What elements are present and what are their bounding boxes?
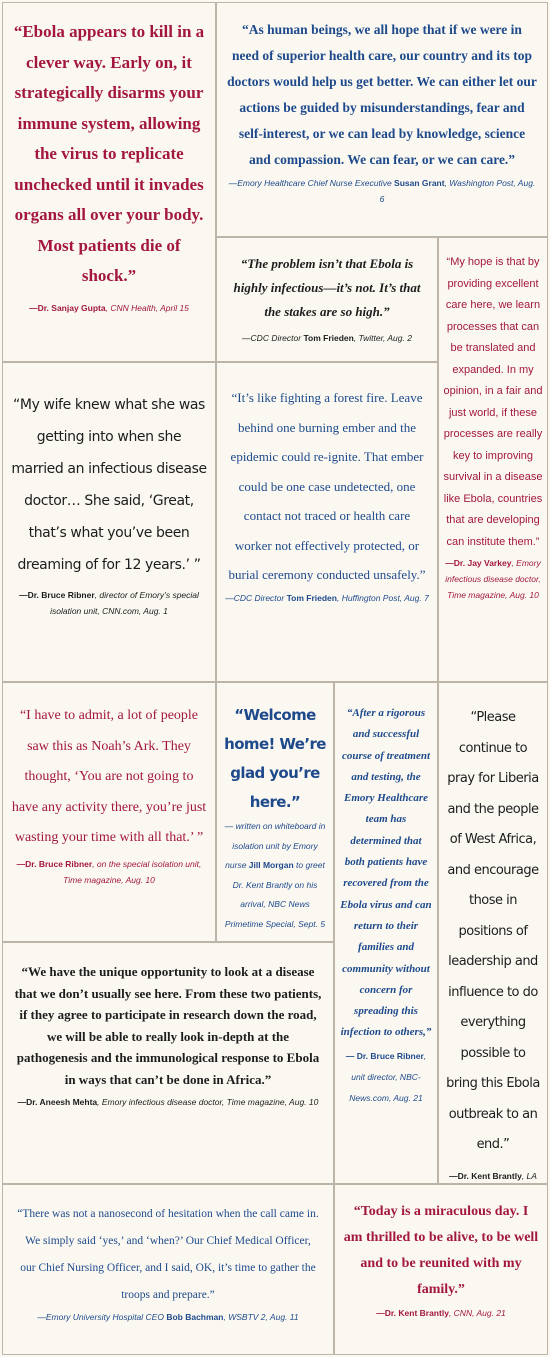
- quote-attribution: [343, 1305, 539, 1321]
- quote-attribution: [13, 300, 205, 316]
- attribution-source: , Washington Post, Aug. 6: [379, 178, 536, 204]
- attribution-source: , Emory infectious disease doctor, Time magazine, Aug. 10: [97, 1097, 319, 1107]
- quote-cell-varkey: [438, 237, 548, 682]
- speaker-name: Jill Morgan: [248, 860, 294, 870]
- quote-text: “I have to admit, a lot of people saw this as Noah’s Ark. They thought, ‘You are not going to have any activity there, you’re just wasting your time with all that.’ ”: [11, 708, 207, 845]
- attribution-source: , Huffington Post, Aug. 7: [336, 592, 429, 603]
- speaker-name: Susan Grant: [394, 178, 445, 188]
- quote-attribution: [13, 1094, 323, 1110]
- quote-cell-gupta: [2, 2, 216, 362]
- quote-text: “Please continue to pray for Liberia and the people of West Africa, and encourage those in positions of leadership and influence to do everything possible to bring this Ebola outbreak to an end.”: [446, 710, 540, 1152]
- attribution-source: , on the special isolation unit, Time magazine, Aug. 10: [63, 858, 202, 885]
- speaker-name: —Dr. Kent Brantly: [449, 1170, 522, 1181]
- quote-text: “It’s like fighting a forest fire. Leave behind one burning ember and the epidemic could re-ignite. That ember could be one case undetected, one contact not traced or health care worker not effectively protected, or burial ceremony conducted unsafely.”: [228, 390, 426, 582]
- attribution-prefix: —Emory University Hospital CEO: [37, 1312, 167, 1322]
- quote-cell-ribner-noahs-ark: [2, 682, 216, 942]
- quote-attribution: [225, 590, 429, 606]
- attribution-source: , unit director, NBC-News.com, Aug. 21: [349, 1050, 427, 1103]
- speaker-name: —Dr. Jay Varkey: [445, 558, 512, 568]
- quote-text: “The problem isn’t that Ebola is highly infectious—it’s not. It’s that the stakes are so high.”: [233, 256, 421, 319]
- quote-text: “Ebola appears to kill in a clever way. Early on, it strategically disarms your immune system, allowing the virus to replicate unchecked until it invades organs all over your body. Most patients die of shock.”: [13, 22, 205, 285]
- quote-text: “After a rigorous and successful course of treatment and testing, the Emory Healthcare team has determined that both patients have recovered from the Ebola virus and can return to their families and community without concern for spreading this infection to others,”: [340, 707, 432, 1039]
- quote-text: “Today is a miraculous day. I am thrilled to be alive, to be well and to be reunited with my family.”: [343, 1204, 539, 1297]
- attribution-prefix: —CDC Director: [225, 592, 287, 603]
- attribution-source: , CNN Health, April 15: [105, 302, 189, 313]
- quote-text: “My hope is that by providing excellent care here, we learn processes that can be translated and expanded. In my opinion, in a fair and just world, if these processes are really key to improving survival in a disease like Ebola, countries that are developing can institute them.”: [443, 256, 543, 548]
- speaker-name: Tom Frieden: [286, 592, 337, 603]
- quote-attribution: [11, 856, 207, 888]
- speaker-name: Bob Bachman: [166, 1312, 224, 1322]
- quote-cell-ribner-treatment: [334, 682, 438, 1184]
- quote-cell-frieden-forest-fire: [216, 362, 438, 682]
- quote-cell-mehta: [2, 942, 334, 1184]
- quote-cell-brantly-la-times: [438, 682, 548, 1184]
- quote-cell-welcome-home: [216, 682, 334, 942]
- attribution-source: , Emory infectious disease doctor, Time magazine, Aug. 10: [445, 558, 541, 600]
- attribution-source: , CNN, Aug. 21: [448, 1308, 506, 1318]
- attribution-source: , LA: [521, 1170, 537, 1181]
- quote-text: “There was not a nanosecond of hesitation when the call came in. We simply said ‘yes,’ and ‘when?’ Our Chief Medical Officer, our Chief Nursing Officer, and I said, OK, it’s time to gather the troops and prepare.”: [17, 1208, 319, 1301]
- speaker-name: —Dr. Sanjay Gupta: [29, 302, 106, 313]
- quote-cell-brantly-cnn: [334, 1184, 548, 1355]
- quote-text: “As human beings, we all hope that if we were in need of superior health care, our country and its top doctors would help us get better. We can either let our actions be guided by misunderstandings, fear and self-interest, or we can lead by knowledge, science and compassion. We can fear, or we can care.”: [227, 22, 537, 167]
- speaker-name: —Dr. Bruce Ribner: [19, 590, 95, 600]
- quote-cell-frieden-twitter: [216, 237, 438, 362]
- quote-attribution: [9, 587, 209, 619]
- quote-attribution: [339, 1046, 433, 1109]
- attribution-prefix: — written on whiteboard in isolation unit by Emory nurse: [224, 821, 326, 870]
- quote-attribution: [223, 817, 327, 934]
- attribution-source: , WSBTV 2, Aug. 11: [223, 1312, 299, 1322]
- attribution-prefix: —CDC Director: [242, 333, 304, 343]
- attribution-source: , Twitter, Aug. 2: [353, 333, 412, 343]
- attribution-source: , director of Emory’s special isolation unit, CNN.com, Aug. 1: [50, 590, 199, 616]
- quote-text: “We have the unique opportunity to look at a disease that we don’t usually see here. From these two patients, if they agree to participate in research down the road, we will be able to really look in-depth at the pathogenesis and the immunological response to Ebola in ways that can’t be done in Africa.”: [14, 964, 322, 1087]
- quote-cell-bachman: [2, 1184, 334, 1355]
- quote-attribution: [443, 555, 543, 603]
- quote-cell-ribner-wife: [2, 362, 216, 682]
- attribution-source: to greet Dr. Kent Brantly on his arrival, NBC News Primetime Special, Sept. 5: [224, 860, 326, 929]
- speaker-name: —Dr. Aneesh Mehta: [17, 1097, 98, 1107]
- quote-text: “My wife knew what she was getting into when she married an infectious disease doctor… She said, ‘Great, that’s what you’ve been dreaming of for 12 years.’ ”: [11, 397, 207, 573]
- speaker-name: —Dr. Kent Brantly: [376, 1308, 449, 1318]
- speaker-name: —Dr. Bruce Ribner: [16, 858, 93, 869]
- quote-attribution: [227, 330, 427, 346]
- speaker-name: — Dr. Bruce Ribner: [345, 1050, 424, 1061]
- attribution-prefix: —Emory Healthcare Chief Nurse Executive: [228, 178, 395, 188]
- quote-text: “Welcome home! We’re glad you’re here.”: [224, 706, 326, 811]
- quote-cell-grant: [216, 2, 548, 237]
- quote-attribution: [227, 175, 537, 207]
- speaker-name: Tom Frieden: [303, 333, 354, 343]
- quote-attribution: [17, 1309, 319, 1325]
